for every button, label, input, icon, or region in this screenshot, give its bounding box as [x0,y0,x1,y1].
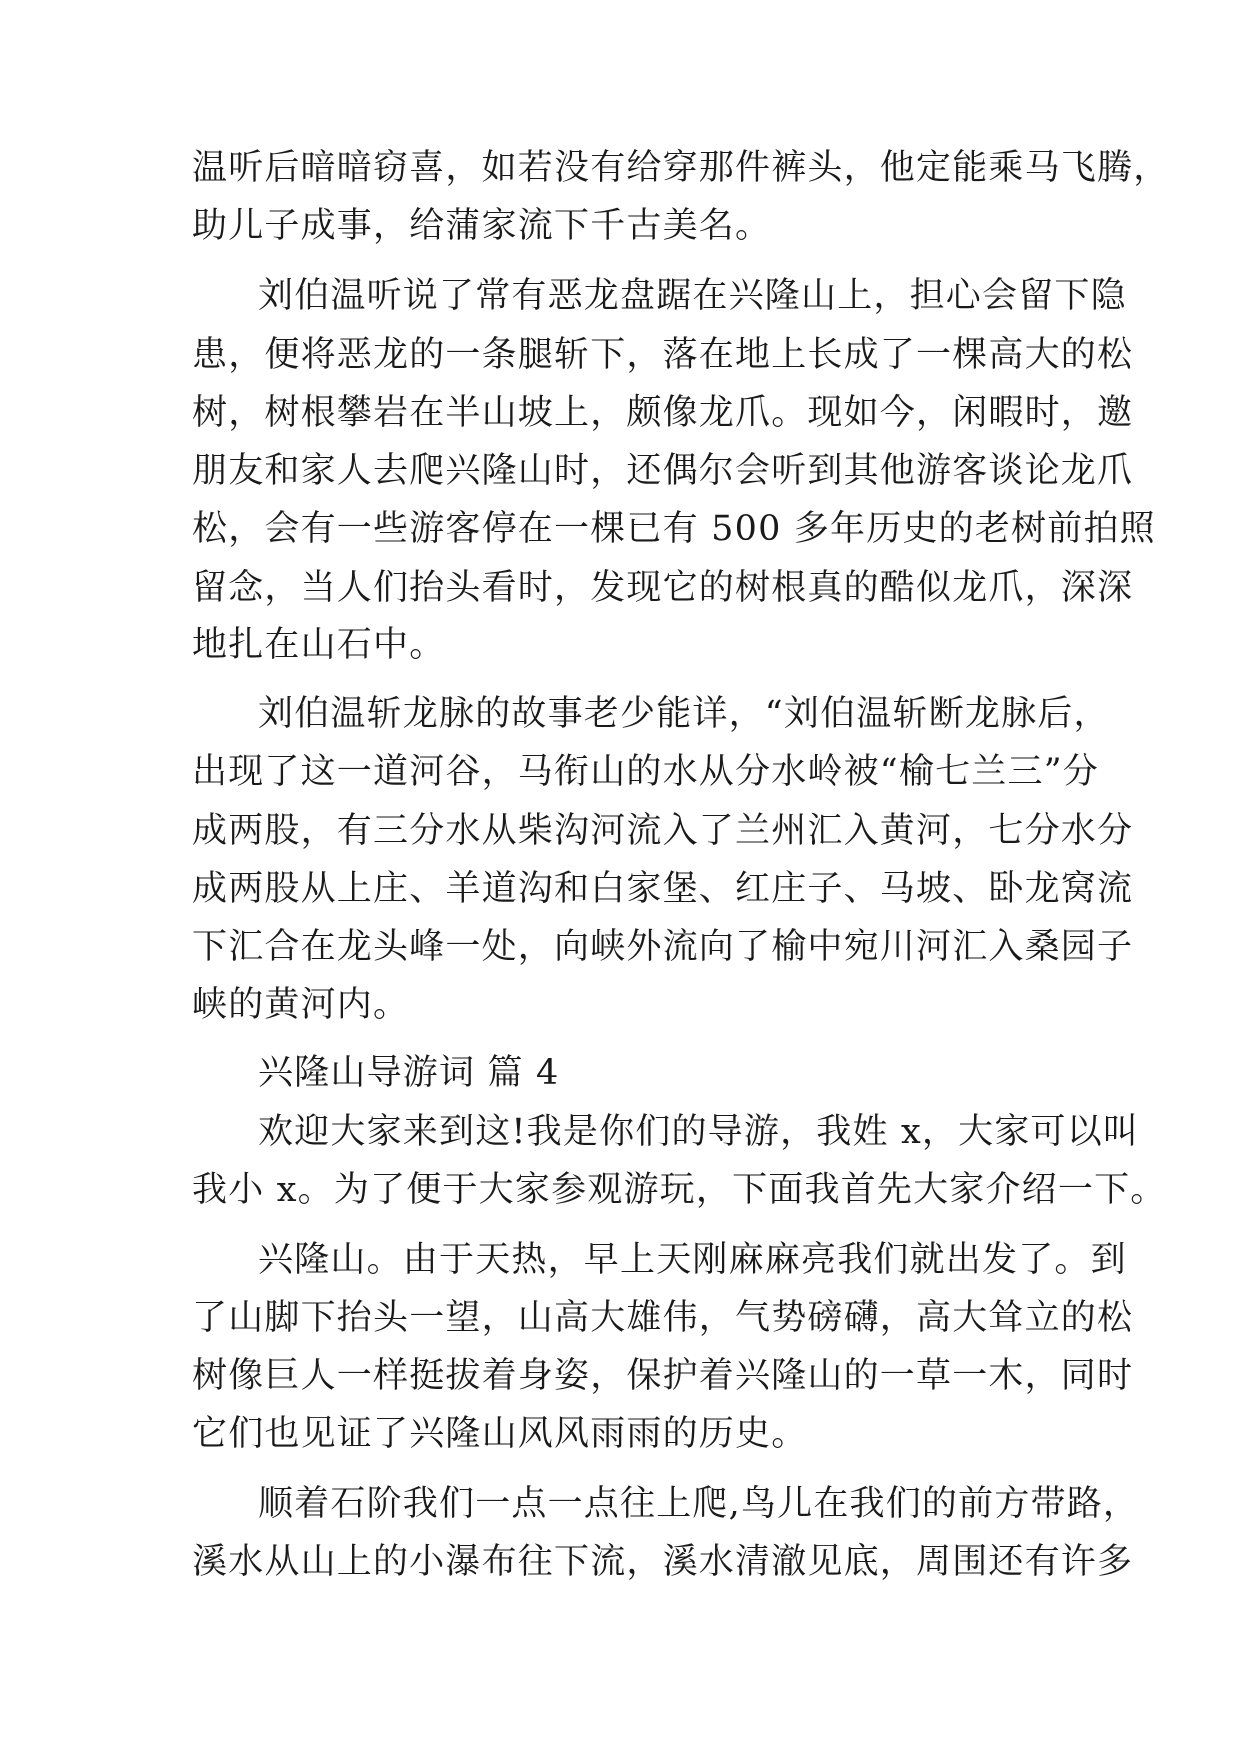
text-line-23: 顺着石阶我们一点一点往上爬,鸟儿在我们的前方带路， [258,1484,1140,1524]
text-line-17: 欢迎大家来到这!我是你们的导游，我姓 x，大家可以叫 [258,1112,1140,1152]
text-line-14: 下汇合在龙头峰一处，向峡外流向了榆中宛川河汇入桑园子 [192,927,1134,967]
text-line-24: 溪水从山上的小瀑布往下流，溪水清澈见底，周围还有许多 [192,1542,1134,1582]
text-line-10: 刘伯温斩龙脉的故事老少能详，“刘伯温斩断龙脉后， [258,694,1110,734]
text-line-18: 我小 x。为了便于大家参观游玩，下面我首先大家介绍一下。 [192,1170,1167,1210]
text-line-6: 朋友和家人去爬兴隆山时，还偶尔会听到其他游客谈论龙爪 [192,451,1134,491]
text-line-22: 它们也见证了兴隆山风风雨雨的历史。 [192,1414,808,1454]
text-line-1: 温听后暗暗窃喜，如若没有给穿那件裤头，他定能乘马飞腾， [192,148,1170,188]
text-line-2: 助儿子成事，给蒲家流下千古美名。 [192,206,772,246]
section-heading: 兴隆山导游词 篇 4 [258,1053,560,1093]
text-line-13: 成两股从上庄、羊道沟和白家堡、红庄子、马坡、卧龙窝流 [192,869,1134,909]
text-line-4: 患，便将恶龙的一条腿斩下，落在地上长成了一棵高大的松 [192,335,1134,375]
text-line-5: 树，树根攀岩在半山坡上，颇像龙爪。现如今，闲暇时，邀 [192,393,1134,433]
text-line-7: 松，会有一些游客停在一棵已有 500 多年历史的老树前拍照 [192,509,1156,549]
text-line-21: 树像巨人一样挺拔着身姿，保护着兴隆山的一草一木，同时 [192,1356,1134,1396]
text-line-12: 成两股，有三分水从柴沟河流入了兰州汇入黄河，七分水分 [192,811,1134,851]
text-line-8: 留念，当人们抬头看时，发现它的树根真的酷似龙爪，深深 [192,568,1134,608]
text-line-19: 兴隆山。由于天热，早上天刚麻麻亮我们就出发了。到 [258,1240,1127,1280]
text-line-20: 了山脚下抬头一望，山高大雄伟，气势磅礴，高大耸立的松 [192,1298,1134,1338]
text-line-15: 峡的黄河内。 [192,985,410,1025]
text-line-11: 出现了这一道河谷，马衔山的水从分水岭被“榆七兰三”分 [192,752,1099,792]
text-line-9: 地扎在山石中。 [192,625,446,665]
text-line-3: 刘伯温听说了常有恶龙盘踞在兴隆山上，担心会留下隐 [258,276,1127,316]
